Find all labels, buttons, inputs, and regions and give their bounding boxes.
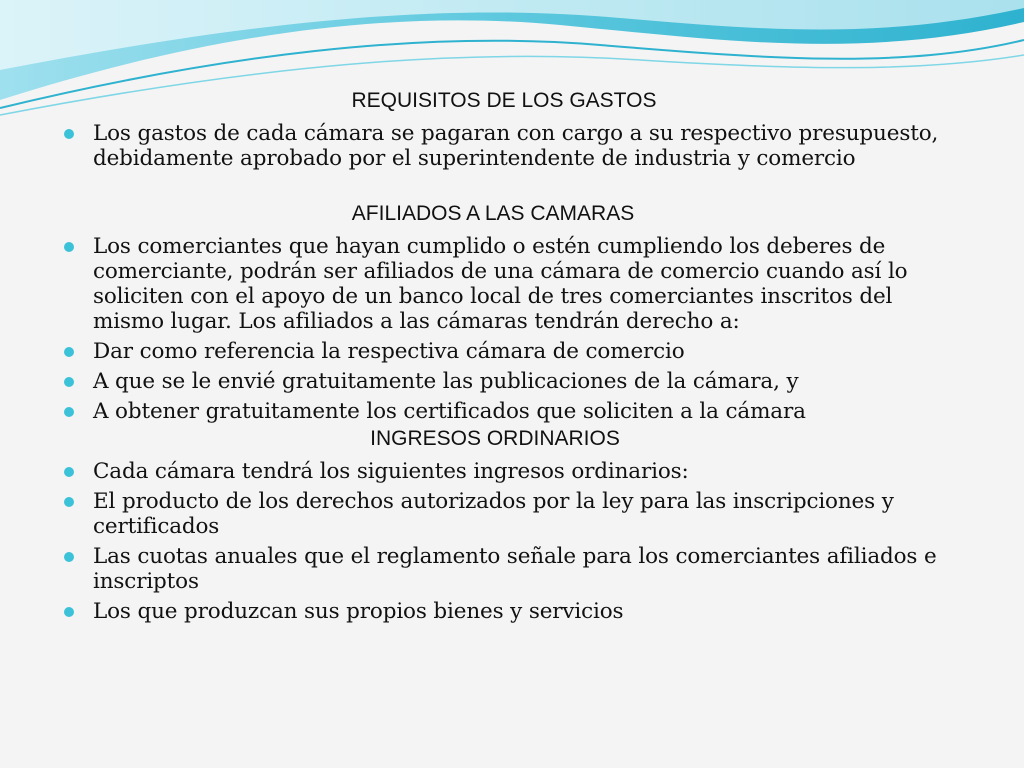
list-ingresos bbox=[58, 459, 958, 624]
list-item: Cada cámara tendrá los siguientes ingresos ordinarios: bbox=[58, 459, 958, 484]
list-afiliados bbox=[58, 234, 958, 424]
list-item: Las cuotas anuales que el reglamento señale para los comerciantes afiliados e inscriptos bbox=[58, 544, 958, 594]
list-item: El producto de los derechos autorizados por la ley para las inscripciones y certificados bbox=[58, 489, 958, 539]
list-item: Los gastos de cada cámara se pagaran con cargo a su respectivo presupuesto, debidamente aprobado por el superintendente de industria y comercio bbox=[58, 121, 958, 171]
section-heading-ingresos: INGRESOS ORDINARIOS bbox=[370, 427, 620, 450]
slide-content bbox=[58, 86, 958, 624]
list-requisitos bbox=[58, 121, 958, 171]
list-item: Los comerciantes que hayan cumplido o estén cumpliendo los deberes de comerciante, podrán ser afiliados de una cámara de comercio cuando así lo soliciten con el apoyo de un banco local de tres comerciantes inscritos del mismo lugar. Los afiliados a las cámaras tendrán derecho a: bbox=[58, 234, 958, 334]
list-item: Dar como referencia la respectiva cámara de comercio bbox=[58, 339, 958, 364]
list-item: A obtener gratuitamente los certificados que soliciten a la cámara bbox=[58, 399, 958, 424]
list-item: A que se le envié gratuitamente las publicaciones de la cámara, y bbox=[58, 369, 958, 394]
list-item: Los que produzcan sus propios bienes y servicios bbox=[58, 599, 958, 624]
section-heading-afiliados: AFILIADOS A LAS CAMARAS bbox=[351, 202, 635, 225]
section-heading-requisitos: REQUISITOS DE LOS GASTOS bbox=[351, 89, 657, 112]
